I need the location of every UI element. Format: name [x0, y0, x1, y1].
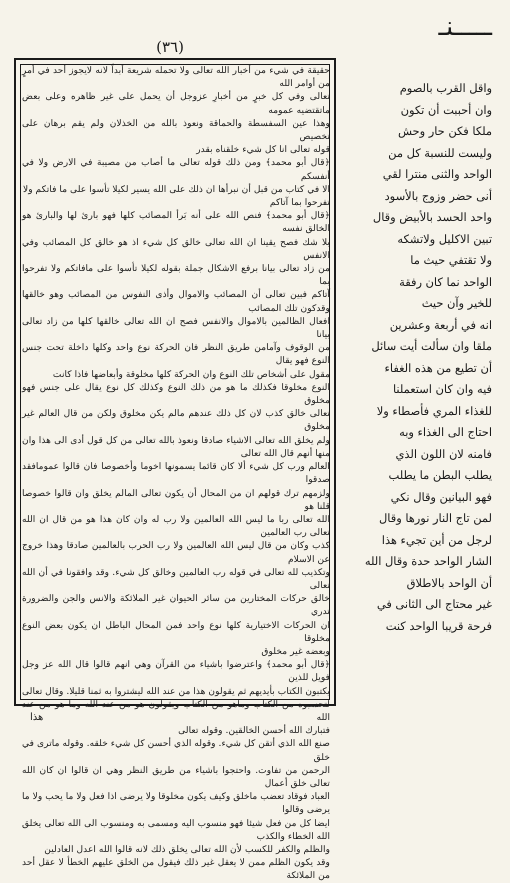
catchword: هذا — [30, 712, 44, 723]
page-ornament: ـــــنـ — [438, 12, 492, 42]
margin-commentary: واقل القرب بالصوم وان أحببت أن تكون ملكا فكن حار وحش وليست للنسبة كل من الواحد والثنى منترا لقي أنى حضر وزوج بالأسود واحد الحسد بالأبيض وقال تبين الاكليل ولاتشكه ولا تقتفي حيث ما الواحد نما كان رفقة للخير وآن حيث انه في أربعة وعشرين ملقا وان سألت أيت سائل أن تطيع من هذه الغفاء فيه وان كان استعملنا للغذاء المري فأصطاء ولا احتاج الى الغذاء وبه فامنه لان اللون الذي يطلب البطن ما يطلب فهو البيانين وقال نكي لمن تاج النار نورها وقال لرجل من أين تجيء هذا الشار الواحد حدة وقال الله أن الواحد بالاطلاق غير محتاج الى الثانى في فرحة قريبا الواحد كنت — [364, 81, 492, 633]
main-text-body: حقيقة في شيء من أخبار الله تعالى ولا تحمله شريعة أبداً لانه لايجوز أحد في أمرٍ من أوامر الله تعالى وفي كل خبرٍ من أخبارِ عزوجل أن يحمل على غير ظاهره وعلى بعض ماتقتضيه عمومه وهذا عين السفسطة والحماقة ونعوذ بالله من الخذلان ولم يقم برهان على تخصيص قوله تعالى انا كل شيء خلقناه بقدر ﴿قال أبو محمد﴾ ومن ذلك قوله تعالى ما أصاب من مصيبة في الارض ولا في أنفسكم الا في كتاب من قبل أن نبرأها ان ذلك على الله يسير لكيلا تأسوا على ما فاتكم ولا تفرحوا بما آتاكم ﴿قال أبو محمد﴾ فنص الله على أنه بَرأ المصائب كلها فهو بارئ لها والبارئ هو الخالق نفسه بلا شك فصح يقينا ان الله تعالى خالق كل شيء اذ هو خالق كل المصائب وفي الانفس من زاد تعالى بيانا برفع الاشكال جملة بقوله لكيلا تأسوا على مافاتكم ولا تفرحوا بما آتاكم فبين تعالى أن المصائب والاموال وأذى النفوس من المصائب وهو خالقها وقدكون تلك المصائب افعال الظالمين بالاموال والانفس فصح ان الله تعالى خالقها كلها من زاد تعالى بيانا من الوقوف وآمامن طريق النظر فان الحركة نوع واحد وكلها داخلة تحت جنس النوع فهو يقال مقول على أشخاص تلك النوع وان الحركة كلها مخلوقة وأبعاضها فاذا كانت النوع مخلوقا فكذلك ما هو من ذلك النوع وكذلك كل نوع يقال على جنس فهو مخلوق تعالى خالق كذب لان كل ذلك عندهم مالم يكن مخلوق ولكن من قال العالم غير مخلوق ولم يخلق الله تعالى الاشياء صادقا ونعوذ بالله تعالى من كل قول أدى الى هذا وان منها أنهم قال الله تعالى العالم ورب كل شيء ألا كان قائما يسمونها اخوما وأخصوصا فان قالوا عمومافقد صدقوا ولزمهم ترك قولهم ان من المحال أن يكون تعالى المالم يخلق وان قالوا خصوصا قلنا هو الله تعالى ربا ما ليس الله العالمين ولا رب له وان كان هذا هو من قال ان الله تعالى رب العالمين كذب وكان من قال ليس الله العالمين ولا رب الحرب بالعالمين صادقا وهذا خروج عن الاسلام وتكذيب لله تعالى في قوله رب العالمين وخالق كل شيء. وقد وافقونا في أن الله تعالى خالق حركات المختارين من سائر الحيوان غير الملائكة والانس والجن والضرورة تدري ان الحركات الاختيارية كلها نوع واحد فمن المحال الباطل ان يكون بعض النوع مخلوقا وبعضه غير مخلوق ﴿قال أبو محمد﴾ واعترضوا باشياء من القرآن وهي انهم قالوا قال الله عز وجل فويل للذين يكتبون الكتاب بأيديهم ثم يقولون هذا من عند الله ليشتروا به ثمنا قليلا. وقال تعالى لتحسبوه من الكتاب وماهو من الكتاب ويقولون هو من عند الله وما هو من عند الله فتبارك الله أحسن الخالقين. وقوله تعالى صنع الله الذي أتقن كل شيء. وقوله الذي أحسن كل شيء خلقه. وقوله ماترى في خلق الرحمن من تفاوت. واحتجوا باشياء من طريق النظر وهي ان قالوا ان كان الله تعالى خلق أعمال العباد فوقاد تعضب ماخلق وكيف يكون مخلوقا ولا يرضى اذا فعل ولا ما يحب ولا ما يرضى وقالوا ايضا كل من فعل شيئا فهو منسوب اليه ومسمى به ومنسوب الى الله تعالى يخلق الله الخطاء والكذب والظلم والكفر للكسب لأن الله تعالى يخلق ذلك لانه قالوا الله اعدل العادلين وقد يكون الظلم ممن لا يعقل غير ذلك فيقول من الخلق عليهم الخطأ لا عقل أحد من الملائكة — [22, 65, 330, 882]
page-number: (٣٦) — [156, 38, 184, 56]
